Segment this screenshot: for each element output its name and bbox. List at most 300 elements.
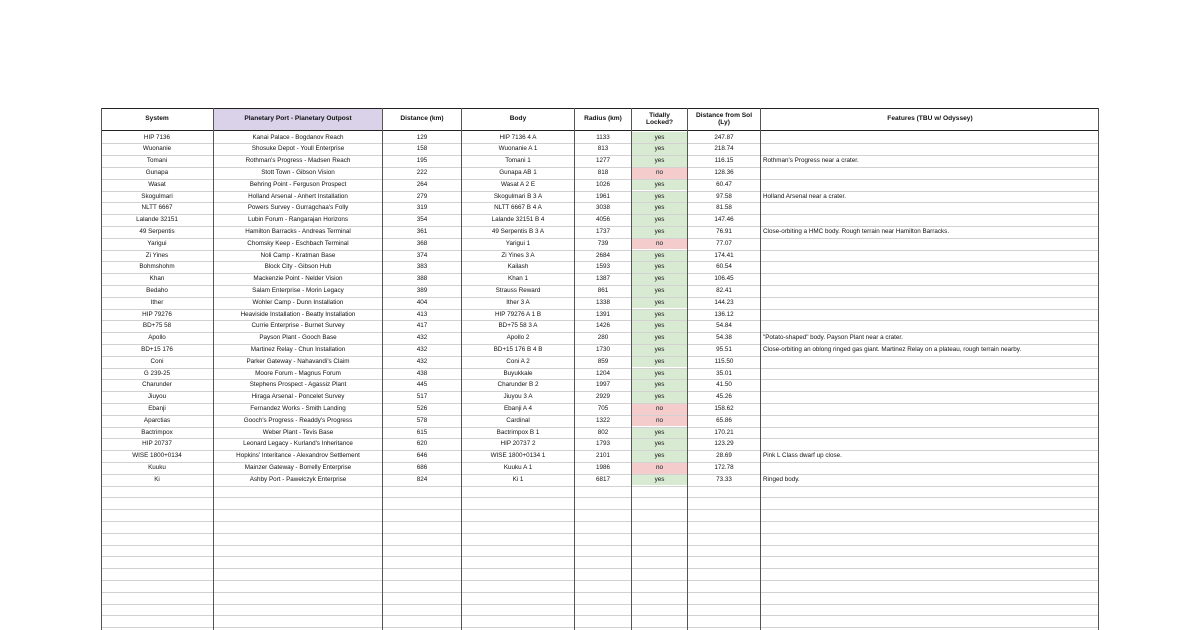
cell-radius[interactable]: 739 [597,239,609,247]
cell-body[interactable]: Ki 1 [512,475,524,483]
cell-system[interactable]: NLTT 6667 [141,204,173,212]
cell-port[interactable]: Holland Arsenal - Anhert Installation [248,192,348,200]
cell-distance[interactable]: 319 [416,204,428,212]
cell-distance[interactable]: 388 [416,275,428,283]
cell-distance[interactable]: 432 [416,357,428,365]
cell-port[interactable]: Lubin Forum - Rangarajan Horizons [247,216,349,224]
cell-tidally-locked[interactable]: yes [632,368,687,380]
cell-body[interactable]: Jiuyou 3 A [503,393,533,401]
cell-system[interactable]: 49 Serpentis [139,227,175,235]
header-tidally-locked-line1: Tidally [649,111,670,119]
cell-system[interactable]: Ither [150,298,164,306]
cell-body[interactable]: Kailash [507,263,529,271]
cell-port[interactable]: Stephens Prospect - Agassiz Plant [249,381,347,389]
cell-features[interactable] [761,285,1099,297]
cell-features[interactable] [761,379,1099,391]
cell-body[interactable]: Khan 1 [508,275,528,283]
cell-tidally-locked[interactable]: yes [632,250,687,262]
cell-body[interactable]: Yarigui 1 [505,239,531,247]
cell-port[interactable]: Weber Plant - Tevis Base [262,428,334,436]
cell-port[interactable]: Gooch's Progress - Readdy's Progress [243,416,353,424]
cell-features[interactable]: Ringed body. [763,475,800,483]
cell-radius[interactable]: 1730 [595,345,610,353]
cell-distance-sol[interactable]: 158.62 [714,404,734,412]
cell-distance-sol[interactable]: 54.84 [716,322,732,330]
grid-row-line [101,521,1099,522]
grid-row-line [101,497,1099,498]
table-row [101,438,1099,450]
cell-distance[interactable]: 432 [416,334,428,342]
cell-body[interactable]: HIP 79276 A 1 B [494,310,542,318]
cell-system[interactable]: Coni [150,357,164,365]
cell-radius[interactable]: 813 [597,145,609,153]
cell-system[interactable]: Gunapa [145,168,169,176]
grid-row-line [101,427,1099,428]
cell-system[interactable]: Bedaho [146,286,168,294]
cell-features[interactable] [761,438,1099,450]
cell-port[interactable]: Mackenzie Point - Nelder Vision [253,275,343,283]
cell-radius[interactable]: 1026 [595,180,610,188]
cell-radius[interactable]: 818 [597,168,609,176]
header-tidally-locked[interactable] [632,108,687,130]
grid-row-line [101,143,1099,144]
cell-port[interactable]: Salam Enterprise - Morin Legacy [252,286,344,294]
cell-port[interactable]: Currie Enterprise - Burnet Survey [251,322,345,330]
cell-body[interactable]: 49 Serpentis B 3 A [491,227,545,235]
cell-distance-sol[interactable]: 77.07 [716,239,732,247]
cell-tidally-locked[interactable]: yes [632,132,687,144]
cell-distance[interactable]: 279 [416,192,428,200]
cell-features[interactable] [761,261,1099,273]
cell-tidally-locked[interactable]: yes [632,179,687,191]
cell-system[interactable]: Wuonanie [142,145,172,153]
cell-body[interactable]: Charunder B 2 [497,381,539,389]
table-row [101,202,1099,214]
cell-system[interactable]: Aparctias [143,416,171,424]
cell-radius[interactable]: 1961 [595,192,610,200]
cell-distance-sol[interactable]: 172.78 [714,463,734,471]
cell-port[interactable]: Chomsky Keep - Eschbach Terminal [247,239,349,247]
cell-radius[interactable]: 705 [597,404,609,412]
cell-tidally-locked[interactable]: yes [632,356,687,368]
cell-system[interactable]: G 239-25 [143,369,171,377]
cell-distance-sol[interactable]: 144.23 [714,298,734,306]
cell-distance-sol[interactable]: 128.36 [714,168,734,176]
cell-tidally-locked[interactable]: no [632,167,687,179]
cell-radius[interactable]: 1277 [595,157,610,165]
grid-column-line [101,108,102,630]
cell-port[interactable]: Hamilton Barracks - Andreas Terminal [245,227,351,235]
cell-body[interactable]: BD+75 58 3 A [498,322,538,330]
cell-tidally-locked[interactable]: yes [632,226,687,238]
grid-row-line [101,226,1099,227]
cell-tidally-locked[interactable]: yes [632,332,687,344]
cell-port[interactable]: Moore Forum - Magnus Forum [255,369,341,377]
grid-row-line [101,545,1099,546]
table-row [101,379,1099,391]
table-row [101,191,1099,203]
cell-port[interactable]: Mainzer Gateway - Borrelly Enterprise [244,463,352,471]
cell-tidally-locked[interactable]: no [632,415,687,427]
cell-distance[interactable]: 824 [416,475,428,483]
grid-row-line [101,167,1099,168]
cell-system[interactable]: Zi Yines [145,251,169,259]
cell-system[interactable]: HIP 7136 [143,133,171,141]
cell-port[interactable]: Wohler Camp - Dunn Installation [252,298,344,306]
cell-distance-sol[interactable]: 45.26 [716,393,732,401]
header-radius[interactable]: Radius (km) [584,115,622,123]
cell-features[interactable] [761,167,1099,179]
cell-distance[interactable]: 368 [416,239,428,247]
cell-distance-sol[interactable]: 60.54 [716,263,732,271]
cell-distance[interactable]: 620 [416,440,428,448]
cell-distance[interactable]: 445 [416,381,428,389]
cell-port[interactable]: Fernandez Works - Smith Landing [250,404,346,412]
cell-radius[interactable]: 1426 [595,322,610,330]
grid-column-line [382,108,383,630]
table-row [101,332,1099,344]
cell-radius[interactable]: 3038 [595,204,610,212]
header-distance[interactable]: Distance (km) [400,115,444,123]
cell-radius[interactable]: 280 [597,334,609,342]
cell-system[interactable]: Apollo [148,334,166,342]
cell-body[interactable]: Cardinal [506,416,530,424]
cell-tidally-locked[interactable]: yes [632,474,687,486]
cell-port[interactable]: Hopkins' Interitance - Alexandrov Settlement [236,452,360,460]
cell-body[interactable]: Ebanji A 4 [503,404,532,412]
cell-tidally-locked[interactable]: no [632,238,687,250]
cell-distance[interactable]: 195 [416,157,428,165]
table-row [101,462,1099,474]
cell-port[interactable]: Stott Town - Gibson Vision [261,168,335,176]
cell-distance-sol[interactable]: 82.41 [716,286,732,294]
cell-tidally-locked[interactable]: yes [632,155,687,167]
header-system[interactable]: System [145,115,169,123]
table-row [101,226,1099,238]
grid-row-line [101,238,1099,239]
cell-radius[interactable]: 2684 [595,251,610,259]
cell-distance[interactable]: 438 [416,369,428,377]
cell-system[interactable]: WISE 1800+0134 [132,452,182,460]
cell-distance[interactable]: 383 [416,263,428,271]
grid-row-line [101,474,1099,475]
table-row [101,368,1099,380]
cell-system[interactable]: Skogulmari [141,192,173,200]
cell-features[interactable] [761,250,1099,262]
cell-distance[interactable]: 578 [416,416,428,424]
cell-distance[interactable]: 686 [416,463,428,471]
grid-column-line [461,108,462,630]
cell-tidally-locked[interactable]: no [632,403,687,415]
cell-body[interactable]: Lalande 32151 B 4 [491,216,545,224]
grid-row-line [101,332,1099,333]
cell-distance-sol[interactable]: 35.01 [716,369,732,377]
grid-row-line [101,568,1099,569]
cell-distance-sol[interactable]: 123.29 [714,440,734,448]
table-row [101,261,1099,273]
cell-tidally-locked[interactable]: yes [632,450,687,462]
cell-port[interactable]: Block City - Gibson Hub [264,263,332,271]
header-features[interactable]: Features (TBU w/ Odyssey) [887,115,973,123]
grid-row-line [101,214,1099,215]
cell-distance[interactable]: 374 [416,251,428,259]
cell-features[interactable] [761,403,1099,415]
cell-body[interactable]: Apollo 2 [506,334,530,342]
cell-body[interactable]: NLTT 6667 B 4 A [494,204,542,212]
cell-radius[interactable]: 6817 [595,475,610,483]
cell-port[interactable]: Ashby Port - Pawelczyk Enterprise [249,475,347,483]
grid-row-line [101,250,1099,251]
cell-features[interactable] [761,368,1099,380]
cell-radius[interactable]: 1737 [595,227,610,235]
grid-row-line [101,297,1099,298]
cell-radius[interactable]: 1793 [595,440,610,448]
cell-distance-sol[interactable]: 218.74 [714,145,734,153]
cell-features[interactable] [761,238,1099,250]
cell-features[interactable]: Close-orbiting a HMC body. Rough terrain near Hamilton Barracks. [763,227,950,235]
header-distance-sol[interactable] [688,108,760,130]
grid-row-line [101,273,1099,274]
cell-distance-sol[interactable]: 65.86 [716,416,732,424]
cell-radius[interactable]: 1338 [595,298,610,306]
cell-body[interactable]: Strauss Reward [495,286,541,294]
table-row [101,167,1099,179]
cell-port[interactable]: Behring Point - Ferguson Prospect [249,180,347,188]
grid-header-border [101,130,1099,131]
cell-distance-sol[interactable]: 174.41 [714,251,734,259]
table-row [101,214,1099,226]
cell-tidally-locked[interactable]: yes [632,261,687,273]
cell-radius[interactable]: 1593 [595,263,610,271]
cell-port[interactable]: Hiraga Arsenal - Poncelet Survey [251,393,345,401]
cell-body[interactable]: Ither 3 A [506,298,530,306]
cell-distance[interactable]: 417 [416,322,428,330]
grid-row-line [101,320,1099,321]
cell-port[interactable]: Rothman's Progress - Madsen Reach [245,157,351,165]
cell-body[interactable]: Bactrimpox B 1 [496,428,540,436]
cell-features[interactable]: Close-orbiting an oblong ringed gas giant. Martinez Relay on a plateau, rough terrain nearby. [763,345,1022,353]
cell-distance-sol[interactable]: 136.12 [714,310,734,318]
cell-radius[interactable]: 2929 [595,393,610,401]
grid-column-line [760,108,761,630]
cell-features[interactable] [761,391,1099,403]
cell-tidally-locked[interactable]: yes [632,438,687,450]
cell-distance-sol[interactable]: 116.15 [714,157,734,165]
cell-distance[interactable]: 222 [416,168,428,176]
grid-row-line [101,627,1099,628]
table-row [101,179,1099,191]
cell-radius[interactable]: 1986 [595,463,610,471]
grid-row-line [101,415,1099,416]
cell-features[interactable] [761,415,1099,427]
cell-distance[interactable]: 615 [416,428,428,436]
table-row [101,391,1099,403]
cell-distance-sol[interactable]: 76.91 [716,227,732,235]
cell-features[interactable] [761,320,1099,332]
grid-column-line [1098,108,1099,630]
cell-features[interactable] [761,297,1099,309]
cell-system[interactable]: Lalande 32151 [136,216,178,224]
cell-system[interactable]: Kuuku [148,463,166,471]
cell-features[interactable] [761,309,1099,321]
cell-system[interactable]: Ki [154,475,160,483]
cell-port[interactable]: Shosuke Depot - Youll Enterprise [251,145,345,153]
cell-port[interactable]: Kanai Palace - Bogdanov Reach [252,133,344,141]
cell-distance-sol[interactable]: 54.38 [716,334,732,342]
grid-row-line [101,509,1099,510]
header-port[interactable]: Planetary Port - Planetary Outpost [214,108,382,130]
cell-features[interactable] [761,356,1099,368]
cell-system[interactable]: Khan [149,275,165,283]
cell-port[interactable]: Heaviside Installation - Beatty Installation [240,310,356,318]
grid-column-line [631,108,632,630]
cell-features[interactable]: Holland Arsenal near a crater. [763,192,846,200]
cell-tidally-locked[interactable]: yes [632,344,687,356]
cell-system[interactable]: Charunder [142,381,172,389]
cell-body[interactable]: Coni A 2 [506,357,530,365]
cell-tidally-locked[interactable]: yes [632,143,687,155]
cell-distance[interactable]: 389 [416,286,428,294]
cell-body[interactable]: WISE 1800+0134 1 [490,452,546,460]
cell-distance-sol[interactable]: 170.21 [714,428,734,436]
cell-radius[interactable]: 859 [597,357,609,365]
cell-port[interactable]: Leonard Legacy - Kurland's Inheritance [243,440,353,448]
cell-features[interactable] [761,462,1099,474]
cell-features[interactable] [761,273,1099,285]
cell-distance-sol[interactable]: 106.45 [714,275,734,283]
grid-row-line [101,356,1099,357]
cell-radius[interactable]: 1387 [595,275,610,283]
table-row [101,238,1099,250]
grid-row-line [101,202,1099,203]
cell-port[interactable]: Martinez Relay - Chun Installation [250,345,346,353]
cell-distance-sol[interactable]: 95.51 [716,345,732,353]
cell-distance[interactable]: 432 [416,345,428,353]
cell-system[interactable]: HIP 20737 [142,440,172,448]
cell-distance[interactable]: 129 [416,133,428,141]
grid-row-line [101,179,1099,180]
cell-distance-sol[interactable]: 115.50 [714,357,734,365]
cell-distance[interactable]: 526 [416,404,428,412]
cell-body[interactable]: BD+15 176 B 4 B [493,345,543,353]
cell-system[interactable]: Wasat [148,180,166,188]
grid-row-line [101,391,1099,392]
cell-features[interactable]: Pink L Class dwarf up close. [763,452,842,460]
cell-distance-sol[interactable]: 73.33 [716,475,732,483]
cell-system[interactable]: Yarigui [147,239,167,247]
cell-tidally-locked[interactable]: yes [632,202,687,214]
cell-tidally-locked[interactable]: yes [632,427,687,439]
cell-body[interactable]: Kuuku A 1 [503,463,533,471]
cell-body[interactable]: Wuonanie A 1 [498,145,538,153]
cell-body[interactable]: Zi Yines 3 A [501,251,535,259]
cell-radius[interactable]: 802 [597,428,609,436]
cell-tidally-locked[interactable]: yes [632,285,687,297]
cell-distance-sol[interactable]: 147.46 [714,216,734,224]
grid-row-line [101,285,1099,286]
cell-features[interactable] [761,143,1099,155]
cell-distance-sol[interactable]: 97.58 [716,192,732,200]
cell-body[interactable]: Buyukkale [503,369,533,377]
cell-body[interactable]: Skogulmari B 3 A [493,192,543,200]
cell-distance[interactable]: 646 [416,452,428,460]
cell-system[interactable]: Jiuyou [147,393,167,401]
grid-row-line [101,261,1099,262]
cell-body[interactable]: Gunapa AB 1 [499,168,537,176]
grid-row-line [101,191,1099,192]
cell-system[interactable]: Ebanji [148,404,166,412]
cell-radius[interactable]: 1997 [595,381,610,389]
cell-features[interactable] [761,132,1099,144]
cell-distance-sol[interactable]: 247.87 [714,133,734,141]
cell-tidally-locked[interactable]: yes [632,391,687,403]
cell-radius[interactable]: 2101 [595,452,610,460]
cell-features[interactable] [761,202,1099,214]
cell-radius[interactable]: 1204 [595,369,610,377]
cell-features[interactable] [761,214,1099,226]
table-row [101,415,1099,427]
cell-system[interactable]: BD+75 58 [142,322,172,330]
cell-distance-sol[interactable]: 41.50 [716,381,732,389]
cell-tidally-locked[interactable]: yes [632,297,687,309]
cell-distance[interactable]: 404 [416,298,428,306]
cell-system[interactable]: Bohmshohm [139,263,175,271]
cell-port[interactable]: Parker Gateway - Nahavandi's Claim [246,357,350,365]
cell-distance[interactable]: 354 [416,216,428,224]
cell-distance-sol[interactable]: 28.69 [716,452,732,460]
cell-distance[interactable]: 517 [416,393,428,401]
cell-radius[interactable]: 1133 [596,133,610,141]
cell-radius[interactable]: 4056 [595,216,610,224]
cell-system[interactable]: Bactrimpox [141,428,173,436]
cell-features[interactable] [761,179,1099,191]
cell-tidally-locked[interactable]: no [632,462,687,474]
grid-row-line [101,450,1099,451]
cell-body[interactable]: Wasat A 2 E [500,180,536,188]
cell-features[interactable] [761,427,1099,439]
cell-features[interactable]: "Potato-shaped" body. Payson Plant near a crater. [763,334,903,342]
cell-port[interactable]: Payson Plant - Gooch Base [259,334,337,342]
cell-distance[interactable]: 413 [416,310,428,318]
cell-distance[interactable]: 158 [416,145,428,153]
cell-distance[interactable]: 264 [416,180,428,188]
grid-row-line [101,344,1099,345]
cell-system[interactable]: Tomani [146,157,168,165]
table-row [101,356,1099,368]
cell-body[interactable]: HIP 20737 2 [500,440,536,448]
cell-tidally-locked[interactable]: yes [632,379,687,391]
header-body[interactable]: Body [509,115,527,123]
cell-tidally-locked[interactable]: yes [632,214,687,226]
cell-tidally-locked[interactable]: yes [632,309,687,321]
cell-radius[interactable]: 1391 [595,310,610,318]
cell-system[interactable]: BD+15 176 [141,345,173,353]
cell-features[interactable]: Rothman's Progress near a crater. [763,157,859,165]
cell-system[interactable]: HIP 79276 [142,310,172,318]
cell-tidally-locked[interactable]: yes [632,273,687,285]
cell-distance-sol[interactable]: 81.58 [716,204,732,212]
cell-port[interactable]: Powers Survey - Gurragchaa's Folly [247,204,349,212]
cell-body[interactable]: Tomani 1 [505,157,531,165]
cell-distance[interactable]: 361 [416,227,428,235]
cell-port[interactable]: Noli Camp - Kratman Base [260,251,336,259]
cell-radius[interactable]: 861 [597,286,609,294]
cell-radius[interactable]: 1322 [595,416,610,424]
cell-tidally-locked[interactable]: yes [632,191,687,203]
cell-body[interactable]: HIP 7136 4 A [499,133,537,141]
cell-tidally-locked[interactable]: yes [632,320,687,332]
cell-distance-sol[interactable]: 60.47 [716,180,732,188]
